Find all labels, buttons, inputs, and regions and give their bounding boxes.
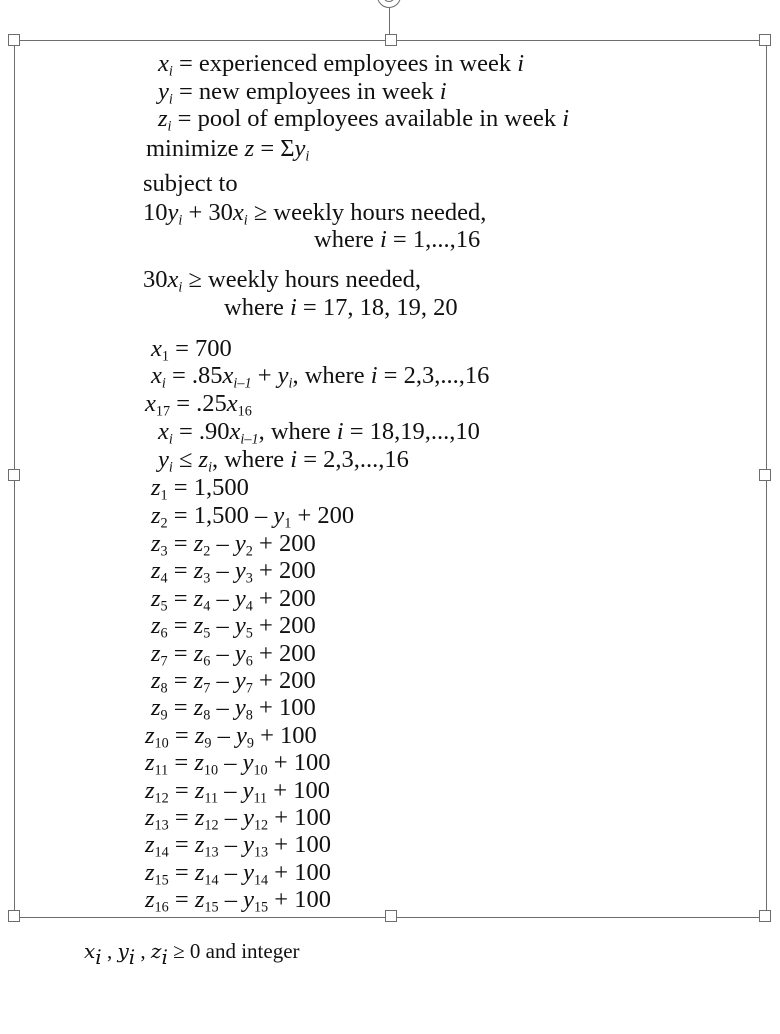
constraint-hours-1-range: where i = 1,...,16 [314, 226, 481, 253]
pool-equation [151, 530, 316, 558]
pool-term: 6 [160, 625, 168, 642]
pool-term: 7 [245, 680, 253, 697]
pool-equation [151, 694, 316, 722]
equation-z1: $z_1 = 1,500$ [151, 474, 249, 504]
pool-term: z [145, 886, 155, 914]
pool-term: 6 [245, 652, 253, 669]
pool-term: 8 [203, 707, 211, 724]
pool-term: + 100 [267, 776, 330, 804]
pool-term: z [145, 776, 155, 804]
pool-term: 9 [160, 707, 168, 724]
pool-term: z [145, 804, 155, 831]
resize-handle-bottom-left[interactable] [8, 910, 20, 922]
pool-term: z [194, 721, 205, 749]
pool-term: 11 [253, 789, 268, 806]
pool-term: = [168, 804, 195, 831]
pool-term: 4 [160, 570, 168, 587]
pool-term: z [194, 886, 205, 914]
pool-term: – [218, 886, 244, 914]
pool-term: – [210, 694, 235, 722]
pool-term: z [151, 612, 161, 640]
pool-term: z [145, 749, 155, 777]
pool-term: – [218, 831, 244, 859]
pool-term: z [193, 584, 204, 612]
pool-term: = [167, 557, 194, 585]
pool-term: 15 [204, 899, 219, 916]
pool-term: z [194, 776, 205, 804]
pool-term: + 100 [252, 694, 316, 722]
pool-term: y [234, 694, 246, 722]
pool-term: = [167, 694, 194, 722]
constraint-hours-2-range: where i = 17, 18, 19, 20 [224, 294, 458, 321]
pool-equation [151, 612, 316, 640]
pool-term: y [242, 749, 254, 777]
pool-term: z [151, 694, 161, 722]
pool-term: + 100 [268, 831, 331, 859]
rotation-handle-stem [389, 8, 390, 34]
pool-term: – [218, 749, 243, 777]
pool-term: = [168, 831, 195, 859]
pool-term: = [168, 886, 195, 914]
pool-term: + 200 [252, 584, 316, 612]
pool-term: 16 [154, 899, 169, 916]
pool-equation [145, 886, 331, 914]
definition-x: $x_i$ = experienced employees in week i [158, 50, 525, 80]
pool-term: – [210, 667, 235, 694]
subject-to: subject to [143, 170, 238, 197]
pool-term: 9 [246, 735, 254, 752]
pool-equation [145, 722, 317, 750]
pool-term: = [167, 612, 194, 640]
objective: minimize $z = \Sigma y_i$ [146, 135, 310, 165]
equation-x1: $x_1 = 700$ [151, 335, 232, 365]
pool-term: 12 [253, 817, 269, 834]
pool-equation [145, 859, 331, 887]
pool-term: z [193, 694, 204, 722]
pool-term: 5 [245, 625, 253, 642]
pool-term: y [234, 584, 246, 612]
constraint-hours-1: $10y_i + 30x_i$ ≥ weekly hours needed, [143, 199, 487, 229]
pool-term: = [168, 749, 195, 777]
pool-term: = [167, 639, 194, 667]
pool-term: 15 [253, 899, 269, 916]
pool-term: 12 [204, 817, 219, 834]
pool-term: 13 [204, 844, 219, 861]
pool-term: = [168, 721, 195, 749]
pool-term: 6 [203, 652, 211, 669]
pool-term: = [168, 858, 195, 886]
pool-term: 4 [203, 598, 211, 615]
equation-xi-decay: $x_i = .90x_{i-1}$, where i = 18,19,...,10 [158, 418, 480, 448]
pool-term: – [218, 858, 244, 886]
pool-term: – [218, 804, 244, 831]
pool-term: 9 [204, 735, 212, 752]
pool-term: = [167, 584, 194, 612]
pool-term: z [194, 749, 204, 777]
pool-term: z [193, 530, 204, 557]
pool-term: z [193, 667, 204, 694]
pool-term: z [151, 530, 161, 557]
pool-term: z [194, 858, 205, 886]
definition-z: $z_i$ = pool of employees available in week i [158, 105, 570, 135]
resize-handle-top-right[interactable] [759, 34, 771, 46]
pool-term: y [243, 831, 254, 859]
pool-term: – [210, 530, 235, 557]
pool-term: y [234, 639, 246, 667]
pool-term: z [194, 804, 205, 831]
pool-term: 11 [204, 789, 219, 806]
pool-equation [145, 749, 330, 777]
pool-equation [151, 667, 316, 695]
pool-equation [145, 804, 331, 832]
definition-y: $y_i$ = new employees in week i [158, 78, 447, 108]
pool-term: y [235, 721, 247, 749]
pool-term: 14 [253, 872, 269, 889]
pool-term: + 200 [252, 612, 316, 640]
equation-y-le-z: $y_i \le z_i$, where i = 2,3,...,16 [158, 446, 409, 476]
nonnegativity-caption: $x_i$ , $y_i$ , $z_i \ge 0$ and integer [84, 939, 300, 969]
pool-term: z [151, 667, 161, 694]
pool-term: z [193, 639, 204, 667]
pool-term: 8 [160, 680, 168, 697]
pool-term: + 100 [268, 858, 331, 886]
pool-term: – [218, 776, 243, 804]
pool-term: – [210, 557, 235, 585]
pool-term: 13 [154, 817, 169, 834]
pool-term: z [194, 831, 205, 859]
image-selection-frame[interactable] [14, 40, 767, 918]
pool-term: y [243, 804, 254, 831]
pool-term: 14 [204, 872, 219, 889]
pool-term: – [210, 584, 235, 612]
pool-term: + 100 [268, 886, 331, 914]
pool-term: 2 [245, 543, 253, 560]
pool-term: 12 [154, 789, 169, 806]
pool-equation [145, 831, 331, 859]
pool-term: – [211, 721, 236, 749]
pool-term: z [145, 858, 155, 886]
pool-term: 11 [154, 762, 169, 779]
pool-term: – [210, 612, 235, 640]
pool-equation [151, 585, 316, 613]
resize-handle-bottom-middle[interactable] [385, 910, 397, 922]
constraint-hours-2: $30x_i$ ≥ weekly hours needed, [143, 266, 421, 296]
pool-term: 10 [154, 735, 169, 752]
pool-term: y [243, 858, 254, 886]
pool-term: y [234, 667, 246, 694]
pool-term: z [145, 831, 155, 859]
pool-term: z [193, 612, 204, 640]
pool-term: = [167, 530, 194, 557]
pool-term: 13 [253, 844, 269, 861]
resize-handle-middle-left[interactable] [8, 469, 20, 481]
pool-equation [151, 557, 316, 585]
resize-handle-top-middle[interactable] [385, 34, 397, 46]
pool-term: 3 [203, 570, 211, 587]
pool-term: + 200 [252, 530, 316, 557]
pool-term: 4 [245, 598, 253, 615]
pool-term: 5 [160, 598, 168, 615]
equation-x17: $x_{17} = .25x_{16}$ [145, 390, 252, 420]
pool-term: z [151, 639, 161, 667]
pool-term: 10 [253, 762, 268, 779]
pool-equation [151, 640, 316, 668]
pool-term: 5 [203, 625, 211, 642]
equation-xi-recurrence: $x_i = .85x_{i-1} + y_i$, where i = 2,3,...,16 [151, 362, 490, 392]
pool-term: = [167, 667, 194, 694]
pool-term: – [210, 639, 235, 667]
pool-term: z [193, 557, 204, 585]
pool-term: 7 [203, 680, 211, 697]
pool-term: + 200 [252, 639, 316, 667]
resize-handle-top-left[interactable] [8, 34, 20, 46]
pool-term: = [168, 776, 195, 804]
pool-term: 14 [154, 844, 169, 861]
pool-term: 8 [245, 707, 253, 724]
pool-term: + 200 [252, 667, 316, 694]
pool-equation [145, 777, 330, 805]
pool-term: y [234, 612, 246, 640]
pool-term: 3 [245, 570, 253, 587]
pool-term: z [151, 557, 161, 585]
pool-term: 7 [160, 652, 168, 669]
pool-term: 3 [160, 543, 168, 560]
pool-term: z [151, 584, 161, 612]
pool-term: + 100 [253, 721, 317, 749]
pool-term: 10 [203, 762, 219, 779]
pool-term: + 200 [252, 557, 316, 585]
equation-z2: $z_2 = 1,500 - y_1 + 200$ [151, 502, 355, 532]
resize-handle-middle-right[interactable] [759, 469, 771, 481]
pool-term: z [145, 721, 155, 749]
pool-term: y [243, 886, 254, 914]
pool-term: y [234, 557, 246, 585]
pool-term: + 100 [268, 804, 331, 831]
pool-term: + 100 [267, 749, 331, 777]
pool-term: 2 [203, 543, 211, 560]
pool-term: y [234, 530, 246, 557]
pool-term: 15 [154, 872, 169, 889]
rotate-icon[interactable] [377, 0, 401, 8]
resize-handle-bottom-right[interactable] [759, 910, 771, 922]
pool-term: y [242, 776, 254, 804]
